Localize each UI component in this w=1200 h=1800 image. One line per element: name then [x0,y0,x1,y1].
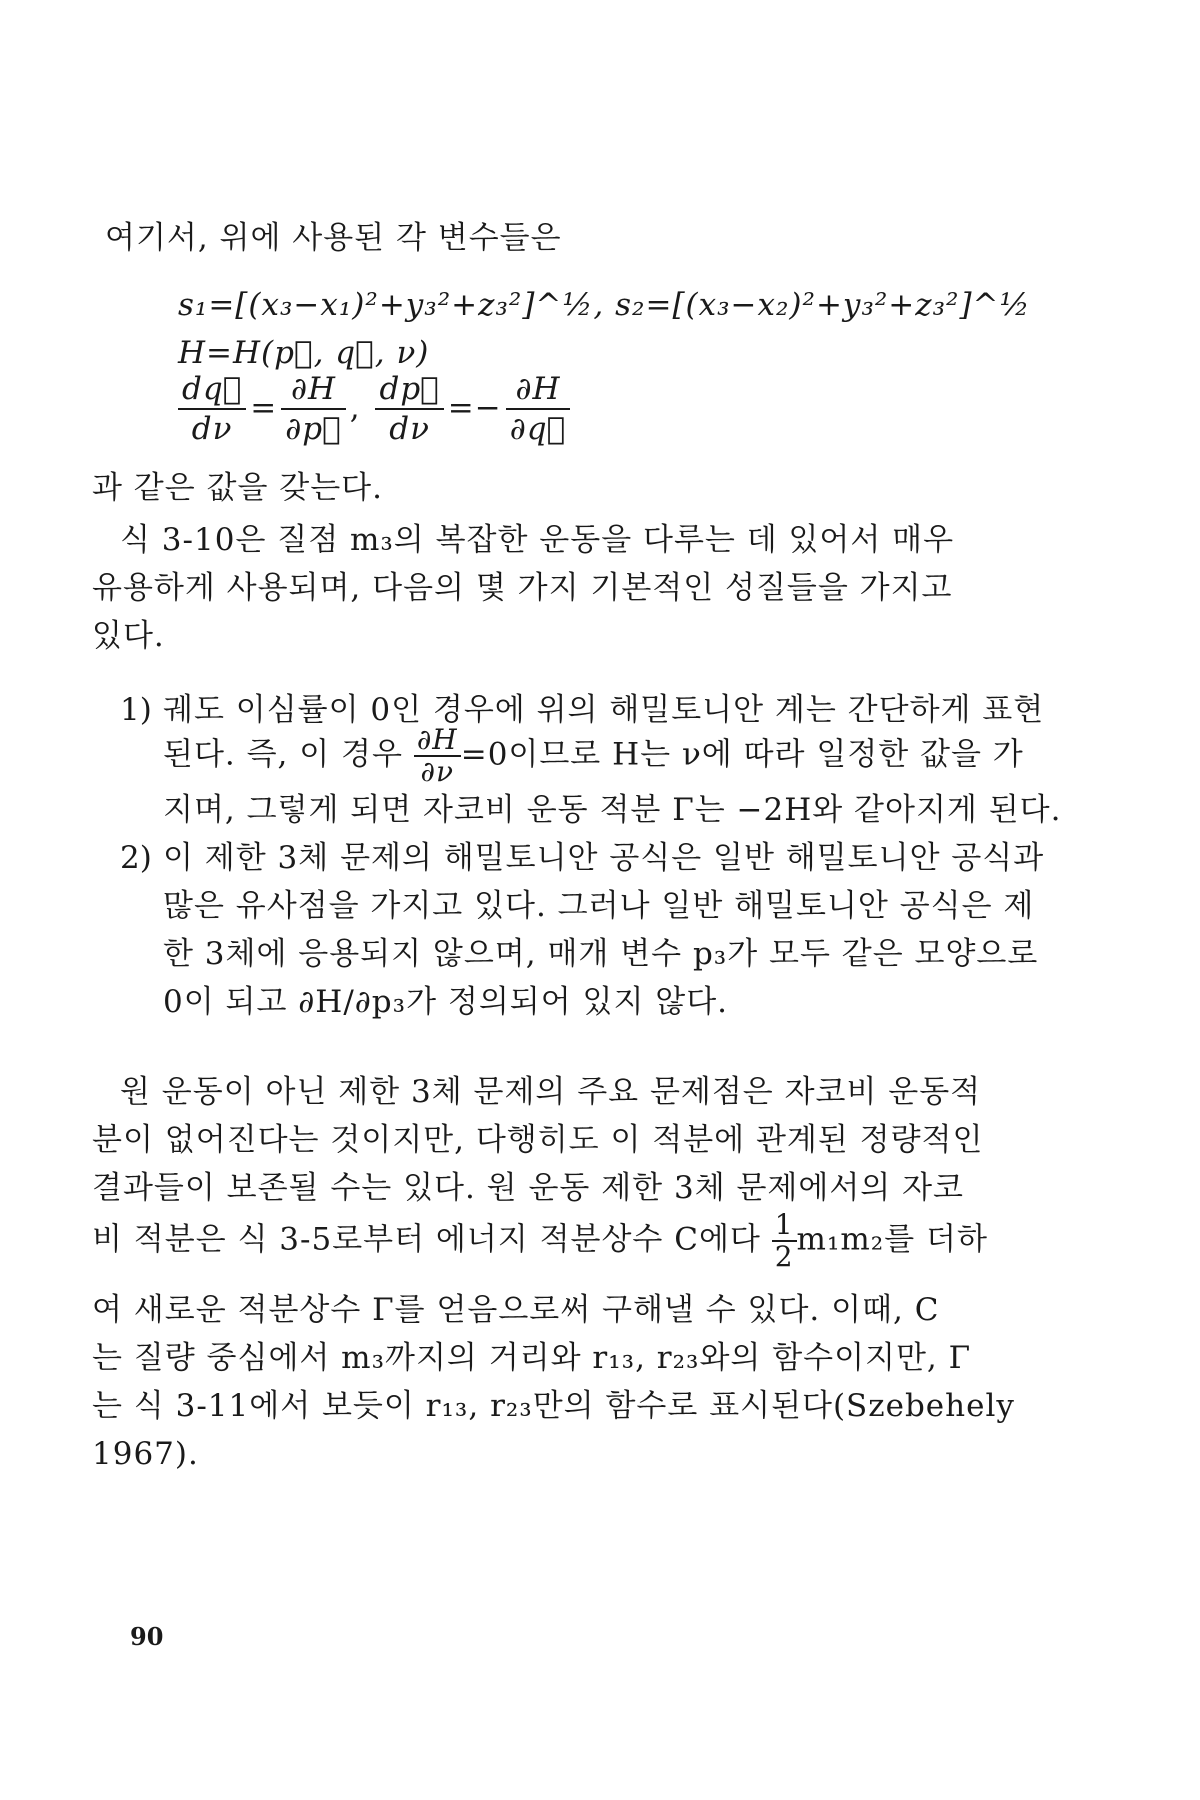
paragraph2-line7: 는 식 3-11에서 보듯이 r₁₃, r₂₃만의 함수로 표시된다(Szebehely [92,1388,1015,1424]
paragraph2-line8: 1967). [92,1436,199,1472]
paragraph2-line4: 비 적분은 식 3-5로부터 에너지 적분상수 C에다 $\frac{1}{2}$ m₁m₂를 더하 [92,1208,988,1273]
fraction-dH-dq: $\frac{\partial H}{\partial q⃗}$ [506,370,570,448]
fraction-dq-dv: $\frac{dq⃗}{d\nu}$ [178,370,246,448]
item2-line4: 0이 되고 ∂H/∂p₃가 정의되어 있지 않다. [163,984,729,1020]
item1-line1: 궤도 이심률이 0인 경우에 위의 해밀토니안 계는 간단하게 표현 [163,692,1045,728]
equation-hamiltonian: H=H(p⃗, q⃗, ν) [178,335,430,371]
item2-line2: 많은 유사점을 가지고 있다. 그러나 일반 해밀토니안 공식은 제 [163,888,1035,924]
paragraph2-line6: 는 질량 중심에서 m₃까지의 거리와 r₁₃, r₂₃와의 함수이지만, Γ [92,1340,972,1376]
fraction-dp-dv: $\frac{dp⃗}{d\nu}$ [375,370,443,448]
intro-text: 여기서, 위에 사용된 각 변수들은 [105,220,562,256]
after-equation-text: 과 같은 값을 갖는다. [92,470,383,506]
fraction-dH-dnu: $\frac{\partial H}{\partial\nu}$ [414,725,461,787]
paragraph2-line1: 원 운동이 아닌 제한 3체 문제의 주요 문제점은 자코비 운동적 [120,1074,982,1110]
item2-line1: 이 제한 3체 문제의 해밀토니안 공식은 일반 해밀토니안 공식과 [163,840,1045,876]
paragraph2-line2: 분이 없어진다는 것이지만, 다행히도 이 적분에 관계된 정량적인 [92,1122,984,1158]
page-number: 90 [130,1622,164,1651]
fraction-one-half: $\frac{1}{2}$ [772,1210,797,1272]
equation-canonical: $\frac{dq⃗}{d\nu}$ = $\frac{\partial H}{\partial p⃗}$ , $\frac{dp⃗}{d\nu}$ =− $\frac{\partial H}{\partial q⃗}$ [178,370,570,448]
paragraph2-line5: 여 새로운 적분상수 Γ를 얻음으로써 구해낼 수 있다. 이때, C [92,1292,940,1328]
equation-s1-s2: s₁=[(x₃−x₁)²+y₃²+z₃²]^½, s₂=[(x₃−x₂)²+y₃²+z₃²]^½ [178,287,1031,323]
paragraph1-line1: 식 3-10은 질점 m₃의 복잡한 운동을 다루는 데 있어서 매우 [120,522,955,558]
paragraph1-line3: 있다. [92,618,165,654]
fraction-dH-dp: $\frac{\partial H}{\partial p⃗}$ [281,370,345,448]
item2-line3: 한 3체에 응용되지 않으며, 매개 변수 p₃가 모두 같은 모양으로 [163,936,1039,972]
item1-line3: 지며, 그렇게 되면 자코비 운동 적분 Γ는 −2H와 같아지게 된다. [163,792,1062,828]
paragraph1-line2: 유용하게 사용되며, 다음의 몇 가지 기본적인 성질들을 가지고 [92,570,953,606]
paragraph2-line3: 결과들이 보존될 수는 있다. 원 운동 제한 3체 문제에서의 자코 [92,1170,964,1206]
list-marker-2: 2) [120,840,152,876]
item1-line2: 된다. 즉, 이 경우 $\frac{\partial H}{\partial\nu}$ =0이므로 H는 ν에 따라 일정한 값을 가 [163,723,1024,788]
list-marker-1: 1) [120,692,152,728]
